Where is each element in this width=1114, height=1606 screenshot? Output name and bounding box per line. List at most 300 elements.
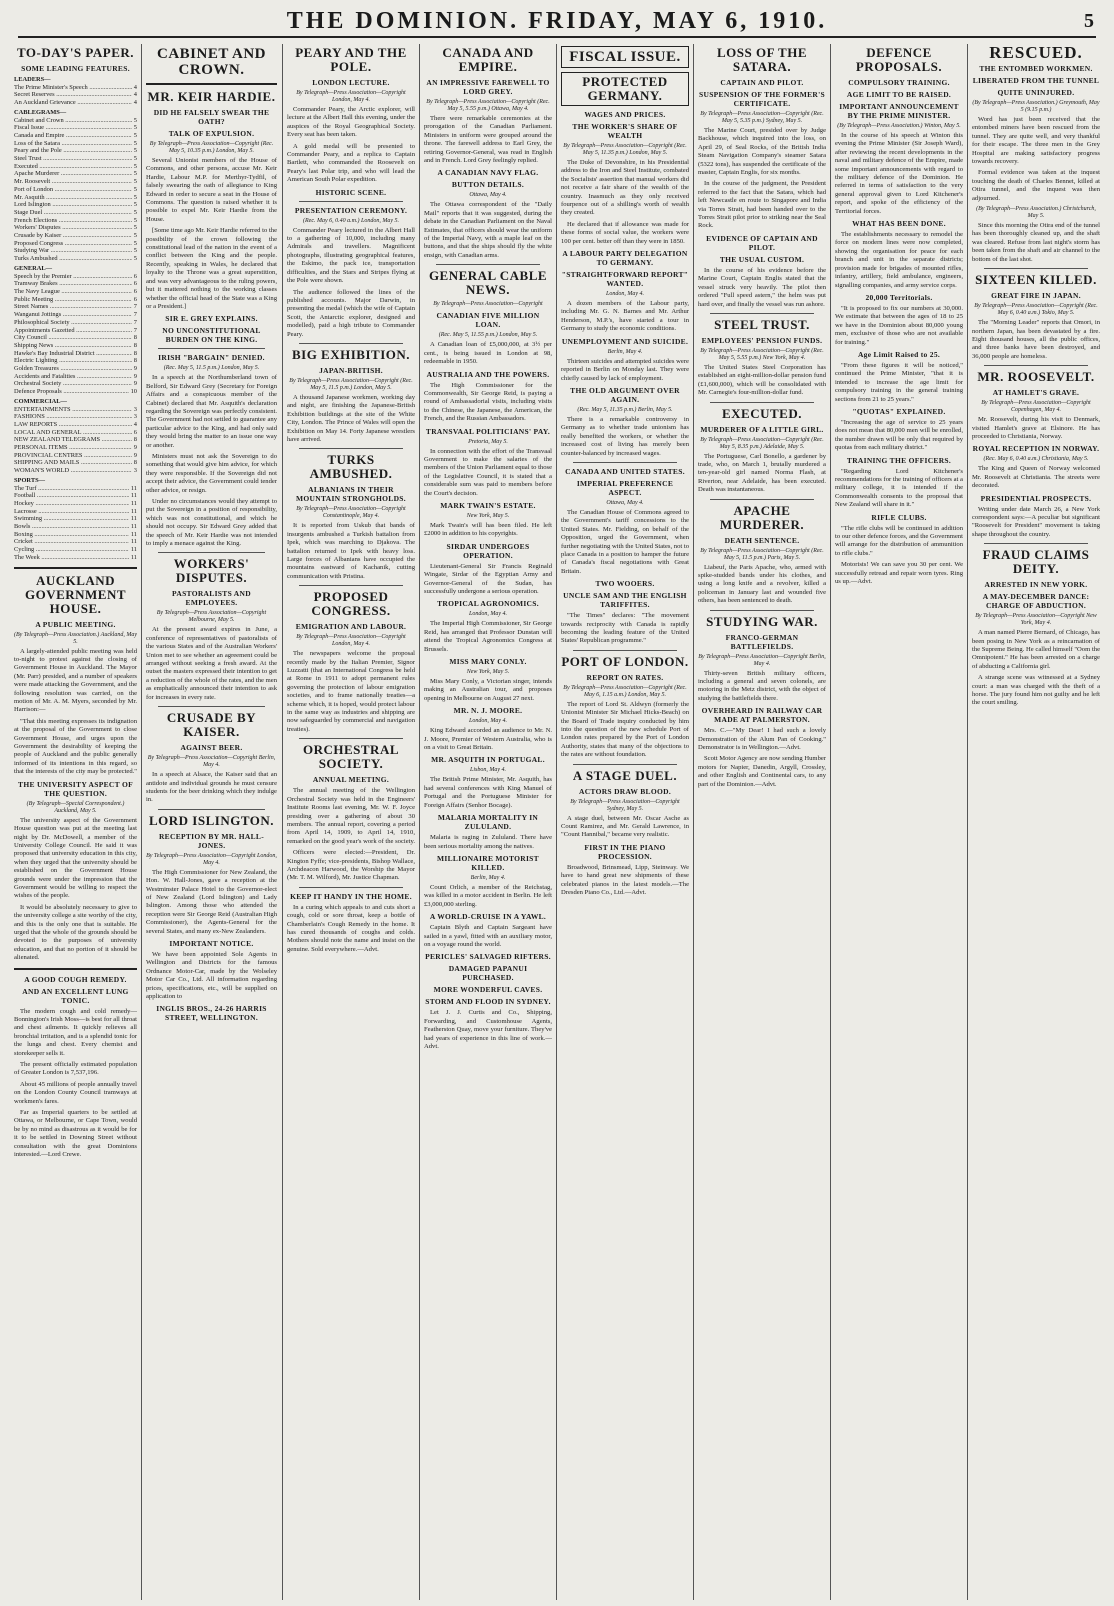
headline: ORCHESTRAL SOCIETY. — [302, 742, 400, 772]
headline: WORKERS' DISPUTES. — [173, 556, 250, 586]
index-entry-label: Hawke's Bay Industrial District ..... — [14, 350, 132, 358]
article-paragraph: The King and Queen of Norway welcomed Mr. Roosevelt at Christiania. The streets were decorated. — [972, 465, 1100, 490]
subheading: IMPERIAL PREFERENCE ASPECT. — [576, 478, 674, 497]
dateline: Lisbon, May 4. — [470, 767, 506, 774]
article-paragraph: The Ottawa correspondent of the "Daily Mail" reports that it was suggested, during the debate in the Canadian Parliament on the Naval Estimates, that officers should wear the uniform of the Imperial Navy, with a maple leaf on the buttons, and that the ships should fly the white ensign, with Canadian arms. — [424, 201, 552, 259]
article-paragraph: "It is proposed to fix our numbers at 30,000. We estimate that between the ages of 18 to 25 we have in the Dominion about 80,000 young men, exclusive of those who are not available for training." — [835, 304, 963, 346]
index-group-title: CABLEGRAMS— — [14, 108, 67, 116]
section-divider — [573, 650, 677, 651]
index-entry — [14, 84, 137, 92]
index-entry — [14, 388, 137, 396]
page-number: 5 — [1084, 10, 1094, 32]
headline: CABINET AND CROWN. — [157, 46, 266, 78]
subheading: A MAY-DECEMBER DANCE: CHARGE OF ABDUCTION. — [982, 592, 1090, 611]
article-paragraph: The Marine Court, presided over by Judge Backhouse, which inquired into the loss, on April 29, of Seal Rocks, of the British India Steam Navigation Company's steamer Satara (5322 tons), has suspended the certificate of the master, Captain Englis, for six months. — [698, 127, 826, 177]
index-entry-label: WOMAN'S WORLD ..... — [14, 467, 132, 475]
article-paragraph: Malaria is raging in Zululand. There have been serious mortality among the natives. — [424, 834, 552, 850]
index-entry — [14, 288, 137, 296]
dateline: Ottawa, May 4. — [606, 499, 644, 506]
index-entry-page: 8 — [133, 341, 137, 349]
subheading: A GOOD COUGH REMEDY. — [24, 974, 127, 984]
index-entry-page: 8 — [133, 436, 137, 444]
index-entry-label: FASHIONS ..... — [14, 413, 132, 421]
subheading: INGLIS BROS., 24-26 HARRIS STREET, WELLINGTON. — [156, 1004, 267, 1023]
subheading: A CANADIAN NAVY FLAG. — [437, 168, 539, 178]
index-entry-page: 5 — [133, 170, 137, 178]
index-entry — [14, 467, 137, 475]
index-entry-label: Electric Lighting ..... — [14, 357, 132, 365]
index-group-title: COMMERCIAL— — [14, 397, 67, 405]
article-paragraph: The "Morning Leader" reports that Omori, in northern Japan, has been devastated by a fire. Eight thousand houses, all the public offices, and three banks have been destroyed, and 36,000 people are homeless. — [972, 319, 1100, 360]
index-entry-page: 9 — [133, 444, 137, 452]
dateline: By Telegraph—Press Association—Copyright Melbourne, May 5. — [156, 610, 267, 624]
article-paragraph: Thirteen suicides and attempted suicides were reported in Berlin on Monday last. They were chiefly caused by lack of employment. — [561, 357, 689, 382]
article-paragraph: A strange scene was witnessed at a Sydney court: a man was charged with the theft of a horse. The jury found him not guilty and he left the court smiling. — [972, 674, 1100, 707]
article-paragraph: "Regarding Lord Kitchener's recommendations for the training of officers at a military college, it is intended if the Commonwealth consents to the proposal that New Zealand will share in it." — [835, 467, 963, 509]
index-entry-page: 9 — [133, 372, 137, 380]
section-divider — [299, 738, 403, 739]
index-entry-page: 7 — [133, 303, 137, 311]
article-paragraph: The newspapers welcome the proposal recently made by the Italian Premier, Signor Luzzatti (that an International Congress be held at Rome in 1911 to adopt permanent rules governing the protection of labour emigration societies, and to frame nationally treaties—a scheme which, it is hoped, would protect labour in the same way as industries and shipping are now safeguarded by commercial and navigation treaties). — [287, 650, 415, 733]
article-paragraph: Commander Peary, the Arctic explorer, will lecture at the Albert Hall this evening, under the auspices of the Royal Geographical Society. Every seat has been taken. — [287, 106, 415, 139]
index-entry-page: 11 — [130, 538, 137, 546]
column-rule — [556, 44, 557, 1600]
index-entry — [14, 380, 137, 388]
dateline: By Telegraph—Press Association—Copyright New York, May 4. — [975, 613, 1097, 627]
section-divider — [299, 343, 403, 344]
subheading: STORM AND FLOOD IN SYDNEY. — [425, 997, 551, 1007]
headline: PORT OF LONDON. — [561, 653, 689, 669]
index-group-title: LEADERS— — [14, 76, 51, 83]
index-entry — [14, 334, 137, 342]
subheading: FIRST IN THE PIANO PROCESSION. — [584, 842, 666, 861]
subheading: THE UNIVERSITY ASPECT OF THE QUESTION. — [18, 779, 133, 798]
index-entry-label: Mr. Asquith ..... — [14, 194, 132, 202]
index-entry — [14, 132, 137, 140]
index-entry-page: 5 — [133, 224, 137, 232]
index-entry — [14, 531, 137, 539]
subheading: TROPICAL AGRONOMICS. — [437, 599, 539, 609]
column-rule — [967, 44, 968, 1600]
dateline: By Telegraph—Press Association—Copyright Berlin, May 4. — [698, 653, 826, 667]
section-divider — [14, 567, 137, 569]
index-entry-page: 6 — [133, 272, 137, 280]
index-entry-page: 11 — [130, 553, 137, 561]
subheading: TRAINING THE OFFICERS. — [846, 455, 952, 465]
section-divider — [984, 365, 1088, 366]
index-entry-page: 6 — [133, 295, 137, 303]
index-entry — [14, 273, 137, 281]
index-entry-label: An Auckland Grievance ..... — [14, 99, 132, 107]
article-paragraph: The modern cough and cold remedy—Bonnington's Irish Moss—is best for all throat and chest ailments. It quickly relieves all bronchial irritation, and is a splendid tonic for the lungs and chest. Every chemist and storekeeper sells it. — [14, 1007, 137, 1057]
section-divider — [710, 610, 814, 611]
article-paragraph: A man named Pierre Bernard, of Chicago, has been posing in New York as a reincarnation of the Supreme Being. He called himself "Oom the Omnipotent." He has been arrested on a charge of abducting a California girl. — [972, 629, 1100, 670]
index-entry-page: 4 — [133, 420, 137, 428]
article-paragraph: Formal evidence was taken at the inquest touching the death of Charles Bennet, killed at Otira tunnel, and the inquest was then adjourned. — [972, 169, 1100, 202]
section-divider — [299, 585, 403, 586]
subheading: AT HAMLET'S GRAVE. — [992, 388, 1080, 398]
article-paragraph: In a curing which appeals to and cuts short a cough, cold or sore throat, keep a bottle of Chamberlain's Cough Remedy in the home. It has cured thousands of coughs and colds. Mothers should note the name and insist on the genuine. Sold everywhere.—Advt. — [287, 903, 415, 953]
article-paragraph: In the course of his speech at Winton this evening the Prime Minister (Sir Joseph Ward), after reviewing the recent developments in the naval and military defence of the Empire, made some important announcements with regard to the military defence of the Dominion. He referred in terms of satisfaction to the very general approval given to Lord Kitchener's report, and spoke of the efficiency of the Territorial forces. — [835, 132, 963, 215]
index-entry-label: Workers' Disputes ..... — [14, 224, 132, 232]
section-divider — [984, 268, 1088, 269]
subheading: MURDERER OF A LITTLE GIRL. — [700, 424, 824, 434]
index-entry-page: 11 — [130, 546, 137, 554]
dateline: (By Telegraph—Press Association.) Greymouth, May 5 (9.15 p.m.) — [972, 100, 1100, 113]
subheading: SOME LEADING FEATURES. — [21, 64, 130, 73]
dateline: (Rec. May 6, 0.40 a.m.) Christiania, May 5. — [983, 456, 1089, 463]
index-group-title: GENERAL— — [14, 264, 52, 272]
subheading: "QUOTAS" EXPLAINED. — [852, 406, 946, 416]
subheading: ARRESTED IN NEW YORK. — [984, 580, 1088, 590]
index-entry — [14, 186, 137, 194]
article-paragraph: The High Commissioner for New Zealand, the Hon. W. Hall-Jones, gave a reception at the Westminster Palace Hotel to the Governor-elect of New Zealand (Lord Islington) and Lady Islington. Among those who attended the reception were Sir George Reid (Australian High Commissioner), the Agents-General for the several States, and many ex-New Zealanders. — [146, 868, 277, 935]
index-entry — [14, 296, 137, 304]
column-rule — [282, 44, 283, 1600]
index-entry-label: City Council ..... — [14, 334, 132, 342]
subheading: MILLIONAIRE MOTORIST KILLED. — [437, 853, 539, 872]
headline: LOSS OF THE SATARA. — [716, 45, 808, 74]
subheading: AGAINST BEER. — [180, 743, 243, 753]
index-entry-page: 8 — [133, 349, 137, 357]
index-entry — [14, 421, 137, 429]
subheading: NO UNCONSTITUTIONAL BURDEN ON THE KING. — [162, 326, 261, 345]
article-paragraph: The annual meeting of the Wellington Orchestral Society was held in the Engineers' Institute Rooms last evening, Mr. W. F. Joyce presiding over a gathering of about 30 members. The annual report, covering a period from April 14, 1909, to April 14, 1910, remarked on the good year's work of the society. — [287, 787, 415, 845]
index-entry — [14, 373, 137, 381]
column-rule — [141, 44, 142, 1600]
subheading: THE USUAL CUSTOM. — [719, 254, 805, 264]
index-entry-page: 5 — [133, 208, 137, 216]
index-entry — [14, 147, 137, 155]
subheading: REPORT ON RATES. — [586, 672, 664, 682]
subheading: AUSTRALIA AND THE POWERS. — [426, 369, 550, 379]
headline: SIXTEEN KILLED. — [975, 272, 1097, 288]
index-entry-page: 5 — [133, 216, 137, 224]
index-entry-page: 9 — [133, 380, 137, 388]
index-entry-page: 11 — [130, 484, 137, 492]
dateline: (Rec. May 5, 11.55 p.m.) London, May 5. — [438, 332, 538, 339]
dateline: New York, May 5. — [466, 669, 510, 676]
index-entry-page: 7 — [133, 311, 137, 319]
article-paragraph: A stage duel, between Mr. Oscar Asche as Count Ramirez, and Mr. Gerald Lawrence, in "Count Hannibal," became very realistic. — [561, 814, 689, 839]
article-paragraph: "From these figures it will be noticed," continued the Prime Minister, "that it is intended to increase the age limit for compulsory training in the general training sections from 21 to 25 years." — [835, 361, 963, 403]
index-entry-label: SHIPPING AND MAILS ..... — [14, 459, 132, 467]
article-paragraph: Several Unionist members of the House of Commons, and other persons, accuse Mr. Keir Hardie, Labour M.P. for Merthyr-Tydfil, of falsely swearing the oath of allegiance to King Edward in order to secure a seat in the House of Commons. The question is raised whether it is possible to expel Mr. Keir Hardie from the House. — [146, 157, 277, 223]
subheading: IRISH "BARGAIN" DENIED. — [158, 353, 265, 363]
index-entry — [14, 170, 137, 178]
article-paragraph: [Some time ago Mr. Keir Hardie referred to the possibility of the crown following the constitutional lead of the nation in the event of a conflict between the King and the people. Recently, speaking in Wales, he declared that loyalty to the Throne was a great superstition, and was very advantageous to the ruling powers, but it mattered nothing to the working classes whether the official head of the State was a King or a President.] — [146, 227, 277, 310]
index-entry-label: Cabinet and Crown ..... — [14, 117, 132, 125]
index-entry-page: 5 — [133, 139, 137, 147]
dateline: By Telegraph—Press Association—Copyright — [433, 301, 543, 308]
article-paragraph: Miss Mary Conly, a Victorian singer, intends making an Australian tour, and proposes opening in Melbourne on August 27 next. — [424, 678, 552, 702]
article-paragraph: "Increasing the age of service to 25 years does not mean that 80,000 men will be enrolled, the number drawn will be only that required by quotas from each military district." — [835, 418, 963, 452]
subheading: CANADIAN FIVE MILLION LOAN. — [436, 311, 540, 330]
article-paragraph: Thirty-seven British military officers, including a general and seven colonels, are motoring in the Metz district, with the object of studying the battlefields there. — [698, 669, 826, 702]
article-paragraph: The Canadian House of Commons agreed to the Government's tariff concessions to the United States. Mr. Fielding, on behalf of the Opposition, urged the Government, when further negotiating with the United States, not to place Canada in a position to hamper the future of Canada's fiscal negotiations with Great Britain. — [561, 508, 689, 575]
article-paragraph: The High Commissioner for the Commonwealth, Sir George Reid, is paying a round of Ambassadorial visits, including visits to the Chinese, the Japanese, the American, the French, and the Russian Ambassadors. — [424, 381, 552, 423]
index-entry-page: 5 — [133, 255, 137, 263]
index-entry-label: Peary and the Pole ..... — [14, 147, 132, 155]
index-entry — [14, 217, 137, 225]
index-entry-label: Executed ..... — [14, 163, 132, 171]
dateline: By Telegraph—Press Association—Copyright (Rec. May 5, 11.5 p.m.) London, May 5. — [289, 377, 413, 391]
column-rule — [693, 44, 694, 1600]
index-entry — [14, 413, 137, 421]
subheading: FRANCO-GERMAN BATTLEFIELDS. — [725, 632, 799, 651]
index-entry — [14, 452, 137, 460]
index-entry — [14, 444, 137, 452]
masthead — [18, 6, 1096, 38]
subheading: UNEMPLOYMENT AND SUICIDE. — [561, 336, 689, 346]
dateline: By Telegraph—Press Association—Copyright (Rec. May 5, 5.55 p.m.) Ottawa, May 4. — [426, 99, 550, 112]
headline: AUCKLAND GOVERNMENT HOUSE. — [24, 572, 127, 616]
subheading: A WORLD-CRUISE IN A YAWL. — [429, 912, 547, 922]
subheading: TALK OF EXPULSION. — [168, 129, 255, 138]
index-entry-page: 5 — [133, 162, 137, 170]
article-paragraph: Writing under date March 26, a New York correspondent says:—A peculiar but significant "Roosevelt for President" movement is taking shape throughout the country. — [972, 505, 1100, 538]
index-entry-label: Speech by the Premier ..... — [14, 273, 132, 281]
index-entry-page: 5 — [133, 247, 137, 255]
subheading: MR. N. J. MOORE. — [453, 706, 523, 716]
column-2 — [146, 44, 277, 1600]
index-entry — [14, 91, 137, 99]
subheading: LIBERATED FROM THE TUNNEL — [972, 76, 1100, 85]
index-entry-page: 5 — [133, 239, 137, 247]
index-entry — [14, 140, 137, 148]
subheading: JAPAN-BRITISH. — [319, 365, 383, 375]
headline: LORD ISLINGTON. — [148, 812, 274, 828]
index-entry-page: 6 — [133, 287, 137, 295]
subheading: DEATH SENTENCE. — [724, 535, 800, 545]
contents-index — [14, 76, 137, 562]
dateline: By Telegraph—Press Association—Copyright London, May 4. — [296, 634, 406, 648]
subheading: GREAT FIRE IN JAPAN. — [991, 291, 1081, 301]
article-paragraph: Captain Blyth and Captain Sargeant have sailed in a yawl, fitted with an auxiliary motor, on a voyage round the world. — [424, 924, 552, 948]
headline: TURKS AMBUSHED. — [309, 452, 393, 482]
subheading: IMPORTANT NOTICE. — [169, 938, 254, 948]
index-entry-label: Proposed Congress ..... — [14, 240, 132, 248]
masthead-title: THE DOMINION. FRIDAY, MAY 6, 1910. — [286, 8, 828, 34]
index-entry — [14, 508, 137, 516]
index-entry-page: 5 — [133, 178, 137, 186]
index-entry-page: 5 — [133, 116, 137, 124]
article-paragraph: In the course of the judgment, the President referred to the fact that the Satara, which had left Newcastle en route to Singapore and India via Torres Strait, had been handed over to the Torres Strait pilot prior to striking near the Seal Rock. — [698, 180, 826, 230]
index-entry — [14, 436, 137, 444]
index-entry-page: 9 — [133, 365, 137, 373]
index-entry-page: 5 — [133, 232, 137, 240]
subheading: AGE LIMIT TO BE RAISED. — [846, 90, 952, 99]
index-entry — [14, 357, 137, 365]
dateline: By Telegraph—Press Association—Copyright (Rec. May 5, 5.35 p.m.) Sydney, May 5. — [700, 111, 824, 124]
index-entry-page: 8 — [133, 459, 137, 467]
headline: APACHE MURDERER. — [719, 502, 805, 532]
dateline: By Telegraph—Press Association—Copyright (Rec. May 6, 0.40 a.m.) Tokio, May 5. — [974, 303, 1098, 317]
index-entry-page: 5 — [133, 201, 137, 209]
index-entry — [14, 255, 137, 263]
article-paragraph: The establishments necessary to remodel the force on modern lines were now completed, showing the organisation for peace for each branch and unit in the separate districts; provision made for brigades of mounted rifles, infantry, artillery, field ambulance, engineers, signalling companies, and army service corps. — [835, 231, 963, 289]
article-paragraph: In a speech at Alsace, the Kaiser said that an antidote and individual grounds he must censure students for the beer drinking which they indulge in. — [146, 771, 277, 804]
index-entry-page: 11 — [130, 499, 137, 507]
index-entry-label: The Turf ..... — [14, 485, 129, 493]
index-entry-label: Swimming ..... — [14, 515, 129, 523]
article-paragraph: Officers were elected:—President, Dr. Kington Fyffe; vice-presidents, Bishop Wallace, Archdeacon Harwood, the Worship the Mayor (Mr. T. M. Wilford), Mr. Justice Chapman. — [287, 849, 415, 882]
index-entry-page: 3 — [133, 405, 137, 413]
index-entry-page: 7 — [133, 318, 137, 326]
column-6 — [698, 44, 826, 1600]
index-entry-label: The Week ..... — [14, 554, 129, 562]
headline: CRUSADE BY KAISER. — [166, 710, 257, 740]
dateline: By Telegraph—Press Association—Copyright (Rec. May 5, 11.35 p.m.) London, May 5. — [563, 143, 687, 156]
subheading: WAGES AND PRICES. — [584, 110, 666, 119]
subheading: QUITE UNINJURED. — [997, 88, 1075, 97]
article-paragraph: A gold medal will be presented to Commander Peary, and a replica to Captain Bartlett, who commanded the Roosevelt on Peary's last Polar trip, and who will lead the American South Polar expedition. — [287, 142, 415, 184]
column-1 — [14, 44, 137, 1600]
article-paragraph: Mark Twain's will has been filed. He left £2000 in addition to his copyrights. — [424, 521, 552, 538]
index-entry-label: Appointments Gazetted ..... — [14, 327, 132, 335]
subheading: RECEPTION BY MR. HALL-JONES. — [158, 831, 265, 850]
subheading: PRESIDENTIAL PROSPECTS. — [980, 493, 1092, 503]
subheading: PASTORALISTS AND EMPLOYEES. — [172, 589, 251, 608]
index-entry-label: Canada and Empire ..... — [14, 132, 132, 140]
index-entry-page: 9 — [133, 451, 137, 459]
index-entry — [14, 459, 137, 467]
dateline: By Telegraph—Press Association—Copyright (Rec. May 6, 1.15 a.m.) London, May 5. — [563, 684, 687, 698]
index-entry-label: Mr. Roosevelt ..... — [14, 178, 132, 186]
index-entry-page: 10 — [130, 388, 137, 396]
article-paragraph: A dozen members of the Labour party, including Mr. G. N. Barnes and Mr. Arthur Henderson, M.P.'s, have started a tour in Germany to study the economic conditions. — [561, 300, 689, 333]
index-entry-label: Shipping News ..... — [14, 342, 132, 350]
article-paragraph: Liabeuf, the Paris Apache, who, armed with spike-studded bands under his clothes, and using a long knife and a revolver, killed a policeman in January last and wounded five others, has been sentenced to death. — [698, 563, 826, 605]
index-entry — [14, 523, 137, 531]
article-paragraph: Under no circumstances would they attempt to put the Sovereign in a position of responsibility, which was not constitutional, and which he should not occupy. Sir Edward Grey added that the speech of Mr. Keir Hardie was not intended to imply a menace against the King. — [146, 498, 277, 548]
subheading: HISTORIC SCENE. — [315, 187, 387, 197]
headline: TO-DAY'S PAPER. — [16, 45, 135, 60]
section-divider — [158, 706, 265, 707]
article-paragraph: Motorists! We can save you 30 per cent. We successfully retread and repair worn tyres. Ring us up.—Advt. — [835, 561, 963, 586]
article-paragraph: A thousand Japanese workmen, working day and night, are finishing the Japanese-British Exhibition buildings at the site of the White City, London. The Prince of Wales will open the Exhibition on May 14. Forty Japanese wrestlers have arrived. — [287, 393, 415, 443]
index-entry-label: Street Names ..... — [14, 303, 132, 311]
headline: FISCAL ISSUE. — [561, 46, 689, 68]
dateline: By Telegraph—Press Association—Copyright Berlin, May 4. — [147, 755, 276, 769]
dateline: By Telegraph—Press Association—Copyright (Rec. May 5, 10.35 p.m.) London, May 5. — [149, 141, 274, 154]
article-paragraph: Let J. J. Curtis and Co., Shipping, Forwarding, and Customhouse Agents, Featherston Quay, move your furniture. They've had years of experience in this line of work.—Advt. — [424, 1009, 552, 1050]
subheading: MALARIA MORTALITY IN ZULULAND. — [437, 813, 539, 832]
article-paragraph: Far as Imperial quarters to be settled at Ottawa, or Melbourne, or Cape Town, would be by no mind as disastrous as it would be for it to be settled in Downing Street without consultation with the great Dominions interested.—Lord Crewe. — [14, 1109, 137, 1159]
article-paragraph: In a speech at the Northumberland town of Belford, Sir Edward Grey (Secretary for Foreign Affairs and a conspicuous member of the Cabinet) declared that Mr. Asquith's declaration regarding the Sovereign was perfectly consistent. The Government had not settled to guarantee any particular advice to the King, and had only said they would bring the matter to an issue one way or another. — [146, 374, 277, 449]
index-entry-page: 6 — [133, 428, 137, 436]
dateline: (By Telegraph—Press Association.) Auckland, May 5. — [14, 631, 137, 645]
index-entry-label: Studying War ..... — [14, 247, 132, 255]
index-entry-page: 4 — [133, 83, 137, 91]
index-entry — [14, 319, 137, 327]
article-paragraph: Lieutenant-General Sir Francis Reginald Wingate, Sirdar of the Egyptian Army and Governor-General of the Sudan, has successfully undergone a serious operation. — [424, 562, 552, 595]
column-8 — [972, 44, 1100, 1600]
index-entry-label: Lacrosse ..... — [14, 508, 129, 516]
index-entry — [14, 515, 137, 523]
index-entry-label: Accidents and Fatalities ..... — [14, 373, 132, 381]
headline: PROTECTED GERMANY. — [561, 72, 689, 106]
index-entry-page: 3 — [133, 467, 137, 475]
headline: BIG EXHIBITION. — [291, 346, 411, 362]
article-paragraph: In the course of his evidence before the Marine Court, Captain Englis stated that the vessel struck very heavily. The pilot then ordered "Full speed astern," the helm was put hard over, and finally the vessel was run ashore. — [698, 266, 826, 308]
section-divider — [299, 448, 403, 449]
dateline: London, May 4. — [469, 611, 507, 618]
index-entry-label: Bowls ..... — [14, 523, 129, 531]
section-divider — [158, 552, 265, 553]
article-paragraph: The United States Steel Corporation has established an eight-million-dollar pension fund (£1,600,000), which will be consolidated with Mr. Carnegie's four-million-dollar fund. — [698, 363, 826, 397]
dateline: By Telegraph—Press Association—Copyright Copenhagen, May 4. — [981, 400, 1091, 414]
subheading: LONDON LECTURE. — [312, 78, 390, 87]
index-entry-page: 7 — [133, 326, 137, 334]
index-entry-page: 6 — [133, 280, 137, 288]
headline: MR. KEIR HARDIE. — [147, 89, 276, 104]
index-entry-label: Steel Trust ..... — [14, 155, 132, 163]
article-paragraph: The audience followed the lines of the published accounts. Major Darwin, in presenting the medal (which the wife of Captain Scott, the Antarctic explorer, designed and modelled), paid a high tribute to Commander Peary. — [287, 288, 415, 338]
headline: STEEL TRUST. — [714, 316, 810, 332]
headline: A STAGE DUEL. — [572, 767, 678, 783]
column-4 — [424, 44, 552, 1600]
section-divider — [299, 887, 403, 888]
index-entry-label: Philosophical Society ..... — [14, 319, 132, 327]
article-paragraph: The present officially estimated population of Greater London is 7,537,196. — [14, 1061, 137, 1077]
index-entry-label: Crusade by Kaiser ..... — [14, 232, 132, 240]
subheading: SIRDAR UNDERGOES OPERATION. — [446, 541, 530, 560]
index-entry-label: Tramway Brakes ..... — [14, 280, 132, 288]
subheading: EVIDENCE OF CAPTAIN AND PILOT. — [706, 233, 818, 252]
index-entry-page: 11 — [130, 523, 137, 531]
index-entry — [14, 224, 137, 232]
index-entry — [14, 406, 137, 414]
article-paragraph: A Canadian loan of £5,000,000, at 3½ per cent., is being issued in London at 98, redeemable in 1950. — [424, 341, 552, 366]
index-entry — [14, 429, 137, 437]
index-entry-page: 4 — [133, 91, 137, 99]
article-paragraph: Scott Motor Agency are now sending Humber motors for Napier, Danedin, Argyll, Crossley, and other English and Continental cars, to any part of the Dominion.—Advt. — [698, 755, 826, 788]
index-entry — [14, 554, 137, 562]
dateline: (Rec. May 6, 0.40 a.m.) London, May 5. — [303, 217, 399, 224]
index-entry — [14, 327, 137, 335]
dateline: London, May 4. — [606, 291, 644, 298]
column-7 — [835, 44, 963, 1600]
dateline: By Telegraph—Press Association—Copyright London, May 4. — [146, 852, 277, 866]
article-paragraph: "The Times" declares: "The movement towards reciprocity with Canada is rapidly becoming the leading feature of the United States' Republican programme." — [561, 612, 689, 645]
section-divider — [984, 543, 1088, 544]
subheading: 20,000 Territorials. — [865, 292, 933, 302]
subheading: PERICLES' SALVAGED RIFTERS. — [425, 952, 551, 962]
article-paragraph: A largely-attended public meeting was held to-night to protest against the closing of Government House in Auckland. The Mayor (Mr. Parr) presided, and a number of speakers were made attacking the Government, and the following resolution was carried, on the motion of Mr. A. M. Myers, seconded by Mr. Harrison:— — [14, 647, 137, 714]
headline: DEFENCE PROPOSALS. — [855, 45, 943, 74]
article-paragraph: "That this meeting expresses its indignation at the proposal of the Government to close Government House, and urges upon the Government the desirability of keeping the people of Auckland and the public generally informed of its intentions in this regard, so that the interests of the city may be protected." — [14, 717, 137, 776]
dateline: New York, May 5. — [466, 512, 510, 519]
article-paragraph: In connection with the effort of the Transvaal Government to make the salaries of the members of the Union Parliament equal to those of the Legislative Council, it is stated that a considerable sum was paid to members before the Court's decision. — [424, 447, 552, 497]
subheading: IMPORTANT ANNOUNCEMENT BY THE PRIME MINISTER. — [839, 102, 959, 120]
index-entry — [14, 485, 137, 493]
index-entry-label: LOCAL AND GENERAL ..... — [14, 429, 132, 437]
subheading: ANNUAL MEETING. — [312, 775, 390, 785]
index-entry — [14, 155, 137, 163]
dateline: (By Telegraph—Special Correspondent.) Auckland, May 5. — [26, 800, 125, 814]
index-entry — [14, 163, 137, 171]
article-paragraph: There were remarkable ceremonies at the prorogation of the Canadian Parliament. Ministers in uniform were grouped around the throne. The farewell address to Earl Grey, the retiring Governor-General, was read in English and in French. Lord Grey feelingly replied. — [424, 115, 552, 165]
section-divider — [158, 809, 265, 810]
subheading: MORE WONDERFUL CAVES. — [433, 985, 543, 995]
index-entry-label: PROVINCIAL CENTRES ..... — [14, 452, 132, 460]
headline: STUDYING WAR. — [706, 613, 818, 629]
section-divider — [710, 499, 814, 500]
index-entry — [14, 124, 137, 132]
article-paragraph: Mrs. C.—"My Dear! I had such a lovely Demonstration of the Alum Pan of Cooking." Demonstrator is in Wellington.—Advt. — [698, 727, 826, 752]
index-entry-label: ENTERTAINMENTS ..... — [14, 406, 132, 414]
